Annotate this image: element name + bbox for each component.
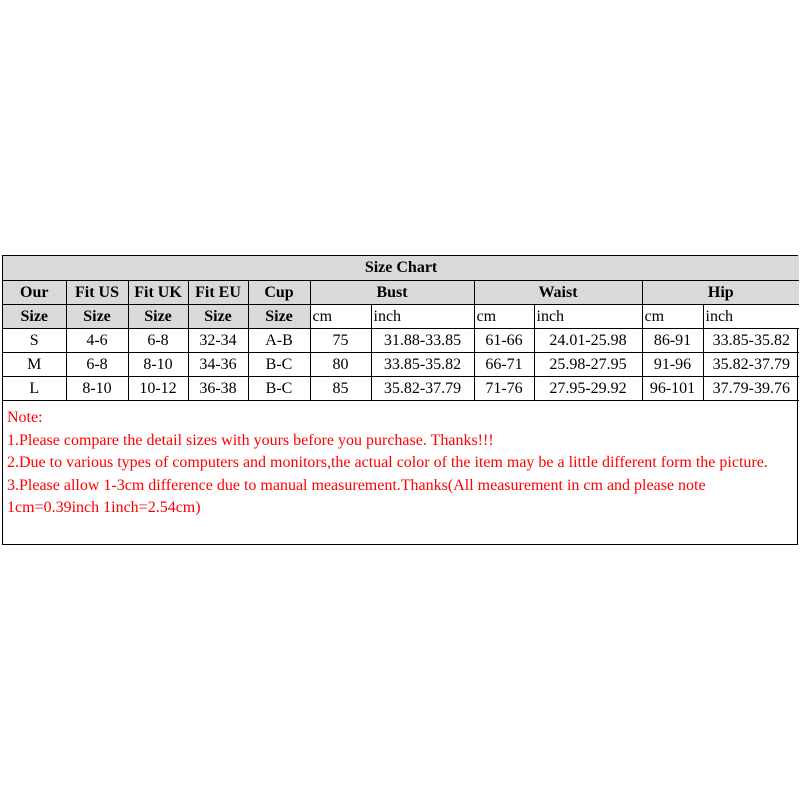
cell-uk: 10-12 [128, 377, 188, 401]
size-chart-table [3, 256, 799, 401]
header-fit-us-line2: Size [66, 305, 128, 329]
cell-cup: B-C [248, 353, 310, 377]
header-cup-line2: Size [248, 305, 310, 329]
header-waist: Waist [474, 281, 642, 305]
cell-bust-inch: 31.88-33.85 [371, 329, 474, 353]
hip-unit-inch: inch [703, 305, 799, 329]
cell-waist-inch: 27.95-29.92 [534, 377, 642, 401]
cell-waist-cm: 61-66 [474, 329, 534, 353]
cell-size: L [3, 377, 66, 401]
cell-waist-cm: 71-76 [474, 377, 534, 401]
table-row [3, 353, 799, 377]
cell-hip-inch: 37.79-39.76 [703, 377, 799, 401]
cell-eu: 34-36 [188, 353, 248, 377]
header-fit-eu-line2: Size [188, 305, 248, 329]
header-hip: Hip [642, 281, 799, 305]
note-item-1: 1.Please compare the detail sizes with yours before you purchase. Thanks!!! [7, 431, 494, 449]
cell-eu: 32-34 [188, 329, 248, 353]
cell-size: M [3, 353, 66, 377]
header-fit-uk-line2: Size [128, 305, 188, 329]
cell-waist-inch: 24.01-25.98 [534, 329, 642, 353]
table-row [3, 329, 799, 353]
cell-bust-inch: 33.85-35.82 [371, 353, 474, 377]
cell-size: S [3, 329, 66, 353]
cell-uk: 8-10 [128, 353, 188, 377]
header-our-size-line2: Size [3, 305, 66, 329]
notes-heading: Note: [7, 409, 43, 426]
cell-hip-inch: 33.85-35.82 [703, 329, 799, 353]
header-row-1 [3, 281, 799, 305]
table-title: Size Chart [3, 256, 799, 281]
note-item-2: 2.Due to various types of computers and monitors,the actual color of the item may be a little different form the picture. [7, 454, 768, 471]
table-row [3, 377, 799, 401]
waist-unit-cm: cm [474, 305, 534, 329]
title-row [3, 256, 799, 281]
cell-hip-cm: 96-101 [642, 377, 703, 401]
hip-unit-cm: cm [642, 305, 703, 329]
cell-cup: A-B [248, 329, 310, 353]
notes-section [3, 401, 797, 520]
cell-hip-cm: 86-91 [642, 329, 703, 353]
header-fit-eu: Fit EU [188, 281, 248, 305]
header-fit-uk: Fit UK [128, 281, 188, 305]
cell-uk: 6-8 [128, 329, 188, 353]
waist-unit-inch: inch [534, 305, 642, 329]
cell-us: 6-8 [66, 353, 128, 377]
cell-waist-inch: 25.98-27.95 [534, 353, 642, 377]
cell-bust-cm: 85 [310, 377, 371, 401]
header-cup: Cup [248, 281, 310, 305]
header-our-size: Our [3, 281, 66, 305]
note-item-3: 3.Please allow 1-3cm difference due to manual measurement.Thanks(All measurement in cm and please note 1cm=0.39inch 1inch=2.54cm) [7, 476, 706, 516]
cell-cup: B-C [248, 377, 310, 401]
cell-bust-cm: 80 [310, 353, 371, 377]
bust-unit-inch: inch [371, 305, 474, 329]
header-row-2 [3, 305, 799, 329]
cell-hip-inch: 35.82-37.79 [703, 353, 799, 377]
cell-bust-cm: 75 [310, 329, 371, 353]
header-fit-us: Fit US [66, 281, 128, 305]
size-chart-sheet [2, 255, 798, 545]
cell-bust-inch: 35.82-37.79 [371, 377, 474, 401]
cell-hip-cm: 91-96 [642, 353, 703, 377]
cell-waist-cm: 66-71 [474, 353, 534, 377]
cell-us: 8-10 [66, 377, 128, 401]
bust-unit-cm: cm [310, 305, 371, 329]
cell-eu: 36-38 [188, 377, 248, 401]
header-bust: Bust [310, 281, 474, 305]
cell-us: 4-6 [66, 329, 128, 353]
